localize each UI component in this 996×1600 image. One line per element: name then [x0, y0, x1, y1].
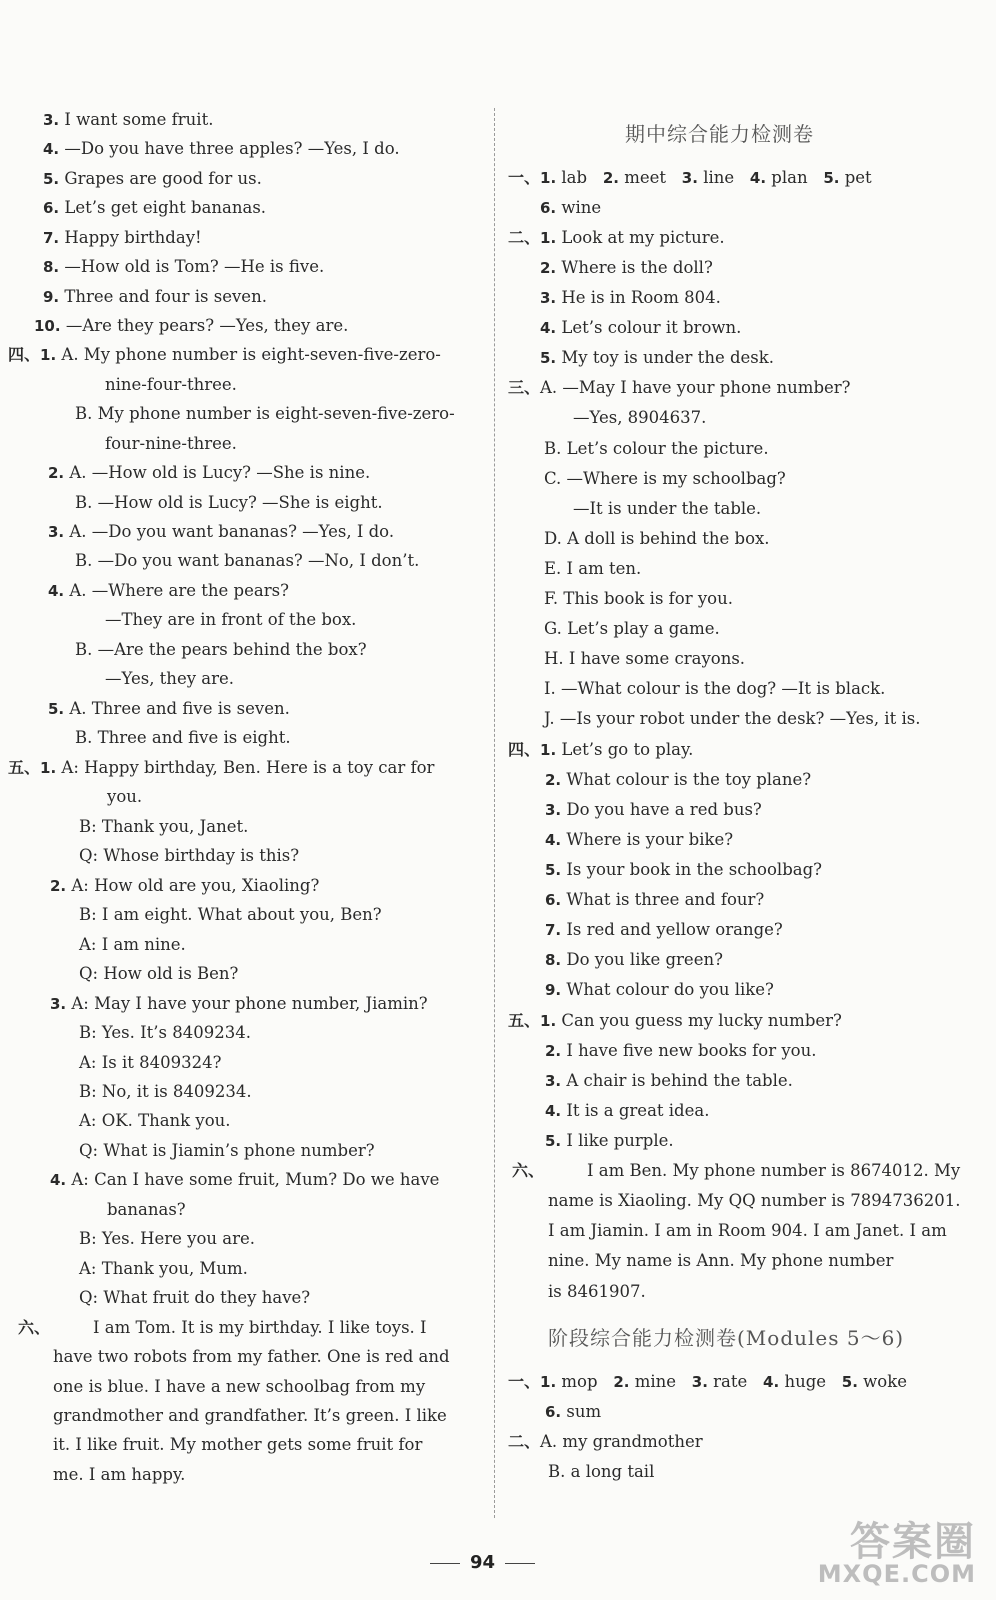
answer-line: Q: How old is Ben?	[79, 964, 239, 983]
answer-line: H. I have some crayons.	[544, 649, 746, 668]
answer-line: four-nine-three.	[105, 434, 237, 453]
answer-line: A: OK. Thank you.	[79, 1111, 231, 1130]
section-5: 五、1. A: Happy birthday, Ben. Here is a toy car for	[8, 758, 435, 777]
answer-line: A: Is it 8409324?	[79, 1053, 222, 1072]
answer-line: —Yes, they are.	[105, 669, 235, 688]
answer-line: 10. —Are they pears? —Yes, they are.	[34, 316, 349, 335]
answer-line: 5. My toy is under the desk.	[540, 348, 774, 367]
answer-line: 8. —How old is Tom? —He is five.	[43, 257, 325, 276]
answer-line: I. —What colour is the dog? —It is black.	[544, 679, 886, 698]
answer-line: 3. A: May I have your phone number, Jiamin?	[50, 994, 428, 1013]
answer-line: F. This book is for you.	[544, 589, 733, 608]
answer-line: 9. Three and four is seven.	[43, 287, 267, 306]
answer-line: 8. Do you like green?	[545, 950, 723, 969]
watermark-logo	[786, 1510, 976, 1590]
section-6-label: 六、	[18, 1318, 51, 1337]
section-3: 三、A. —May I have your phone number?	[508, 378, 851, 397]
answer-line: you.	[107, 787, 143, 806]
answer-line: 4. It is a great idea.	[545, 1101, 710, 1120]
paragraph-line: me. I am happy.	[53, 1465, 186, 1484]
column-divider	[494, 108, 495, 1518]
answer-line: 5. A. Three and five is seven.	[48, 699, 290, 718]
answer-line: A: I am nine.	[79, 935, 186, 954]
answer-line: B: Thank you, Janet.	[79, 817, 249, 836]
answer-line: B: I am eight. What about you, Ben?	[79, 905, 382, 924]
section-1-answers: 一、1. mop 2. mine 3. rate 4. huge 5. woke	[508, 1372, 907, 1391]
answer-line: 6. Let’s get eight bananas.	[43, 198, 267, 217]
section-1-answers: 一、1. lab 2. meet 3. line 4. plan 5. pet	[508, 168, 872, 187]
answer-line: Q: What fruit do they have?	[79, 1288, 311, 1307]
paragraph-line: name is Xiaoling. My QQ number is 7894736201.	[548, 1191, 961, 1210]
answer-line: E. I am ten.	[544, 559, 642, 578]
answer-line: B: Yes. Here you are.	[79, 1229, 256, 1248]
answer-line: 3. A chair is behind the table.	[545, 1071, 793, 1090]
answer-line: A: Thank you, Mum.	[79, 1259, 248, 1278]
answer-line: 2. A. —How old is Lucy? —She is nine.	[48, 463, 371, 482]
answer-line: 3. Do you have a red bus?	[545, 800, 762, 819]
section-6-label: 六、	[512, 1161, 545, 1180]
answer-line: B: No, it is 8409234.	[79, 1082, 252, 1101]
answer-line: B. —How old is Lucy? —She is eight.	[75, 493, 383, 512]
paragraph-line: grandmother and grandfather. It’s green. I like	[53, 1406, 447, 1425]
section-4: 四、1. Let’s go to play.	[508, 740, 694, 759]
watermark-text: 答案圈	[850, 1519, 976, 1565]
answer-line: G. Let’s play a game.	[544, 619, 720, 638]
answer-line: 4. Let’s colour it brown.	[540, 318, 742, 337]
answer-line: 3. I want some fruit.	[43, 110, 214, 129]
answer-line: 4. A. —Where are the pears?	[48, 581, 289, 600]
answer-line: C. —Where is my schoolbag?	[544, 469, 786, 488]
answer-line: 9. What colour do you like?	[545, 980, 774, 999]
section-4: 四、1. A. My phone number is eight-seven-five-zero-	[8, 345, 441, 364]
paragraph-line: it. I like fruit. My mother gets some fruit for	[53, 1435, 423, 1454]
paragraph-line: is 8461907.	[548, 1282, 646, 1301]
page-number: 94	[470, 1552, 496, 1573]
answer-line: B. Let’s colour the picture.	[544, 439, 769, 458]
section-5: 五、1. Can you guess my lucky number?	[508, 1011, 842, 1030]
answer-line: 6. wine	[540, 198, 602, 217]
answer-line: D. A doll is behind the box.	[544, 529, 770, 548]
answer-line: 6. sum	[545, 1402, 602, 1421]
answer-line: 3. He is in Room 804.	[540, 288, 721, 307]
answer-line: 4. —Do you have three apples? —Yes, I do.	[43, 139, 400, 158]
answer-line: 6. What is three and four?	[545, 890, 765, 909]
answer-line: 2. I have five new books for you.	[545, 1041, 817, 1060]
answer-line: B. —Do you want bananas? —No, I don’t.	[75, 551, 420, 570]
paragraph-line: have two robots from my father. One is red and	[53, 1347, 450, 1366]
answer-line: B: Yes. It’s 8409234.	[79, 1023, 251, 1042]
paragraph-line: I am Jiamin. I am in Room 904. I am Janet. I am	[548, 1221, 947, 1240]
answer-line: nine-four-three.	[105, 375, 237, 394]
answer-line: —They are in front of the box.	[105, 610, 357, 629]
answer-line: 2. A: How old are you, Xiaoling?	[50, 876, 320, 895]
answer-line: 4. Where is your bike?	[545, 830, 734, 849]
answer-line: 7. Happy birthday!	[43, 228, 202, 247]
answer-line: B. My phone number is eight-seven-five-zero-	[75, 404, 455, 423]
paragraph-line: I am Ben. My phone number is 8674012. My	[587, 1161, 961, 1180]
answer-line: —Yes, 8904637.	[573, 408, 707, 427]
answer-line: J. —Is your robot under the desk? —Yes, it is.	[544, 709, 921, 728]
paragraph-line: I am Tom. It is my birthday. I like toys. I	[93, 1318, 427, 1337]
answer-line: bananas?	[107, 1200, 186, 1219]
section-heading-modules: 阶段综合能力检测卷(Modules 5～6)	[548, 1326, 905, 1350]
answer-line: B. a long tail	[548, 1462, 655, 1481]
section-2: 二、A. my grandmother	[508, 1432, 703, 1451]
answer-line: Q: What is Jiamin’s phone number?	[79, 1141, 375, 1160]
answer-line: 4. A: Can I have some fruit, Mum? Do we have	[50, 1170, 440, 1189]
paragraph-line: nine. My name is Ann. My phone number	[548, 1251, 894, 1270]
answer-line: 7. Is red and yellow orange?	[545, 920, 783, 939]
answer-line: 2. What colour is the toy plane?	[545, 770, 812, 789]
answer-line: 5. Grapes are good for us.	[43, 169, 262, 188]
answer-line: 5. I like purple.	[545, 1131, 674, 1150]
answer-line: 2. Where is the doll?	[540, 258, 713, 277]
answer-line: 5. Is your book in the schoolbag?	[545, 860, 823, 879]
answer-line: —It is under the table.	[573, 499, 762, 518]
section-heading-midterm: 期中综合能力检测卷	[625, 122, 814, 146]
answer-line: B. Three and five is eight.	[75, 728, 291, 747]
section-2: 二、1. Look at my picture.	[508, 228, 725, 247]
paragraph-line: one is blue. I have a new schoolbag from my	[53, 1377, 426, 1396]
answer-line: Q: Whose birthday is this?	[79, 846, 300, 865]
answer-line: 3. A. —Do you want bananas? —Yes, I do.	[48, 522, 395, 541]
answer-line: B. —Are the pears behind the box?	[75, 640, 367, 659]
watermark-url: MXQE.COM	[817, 1560, 976, 1588]
